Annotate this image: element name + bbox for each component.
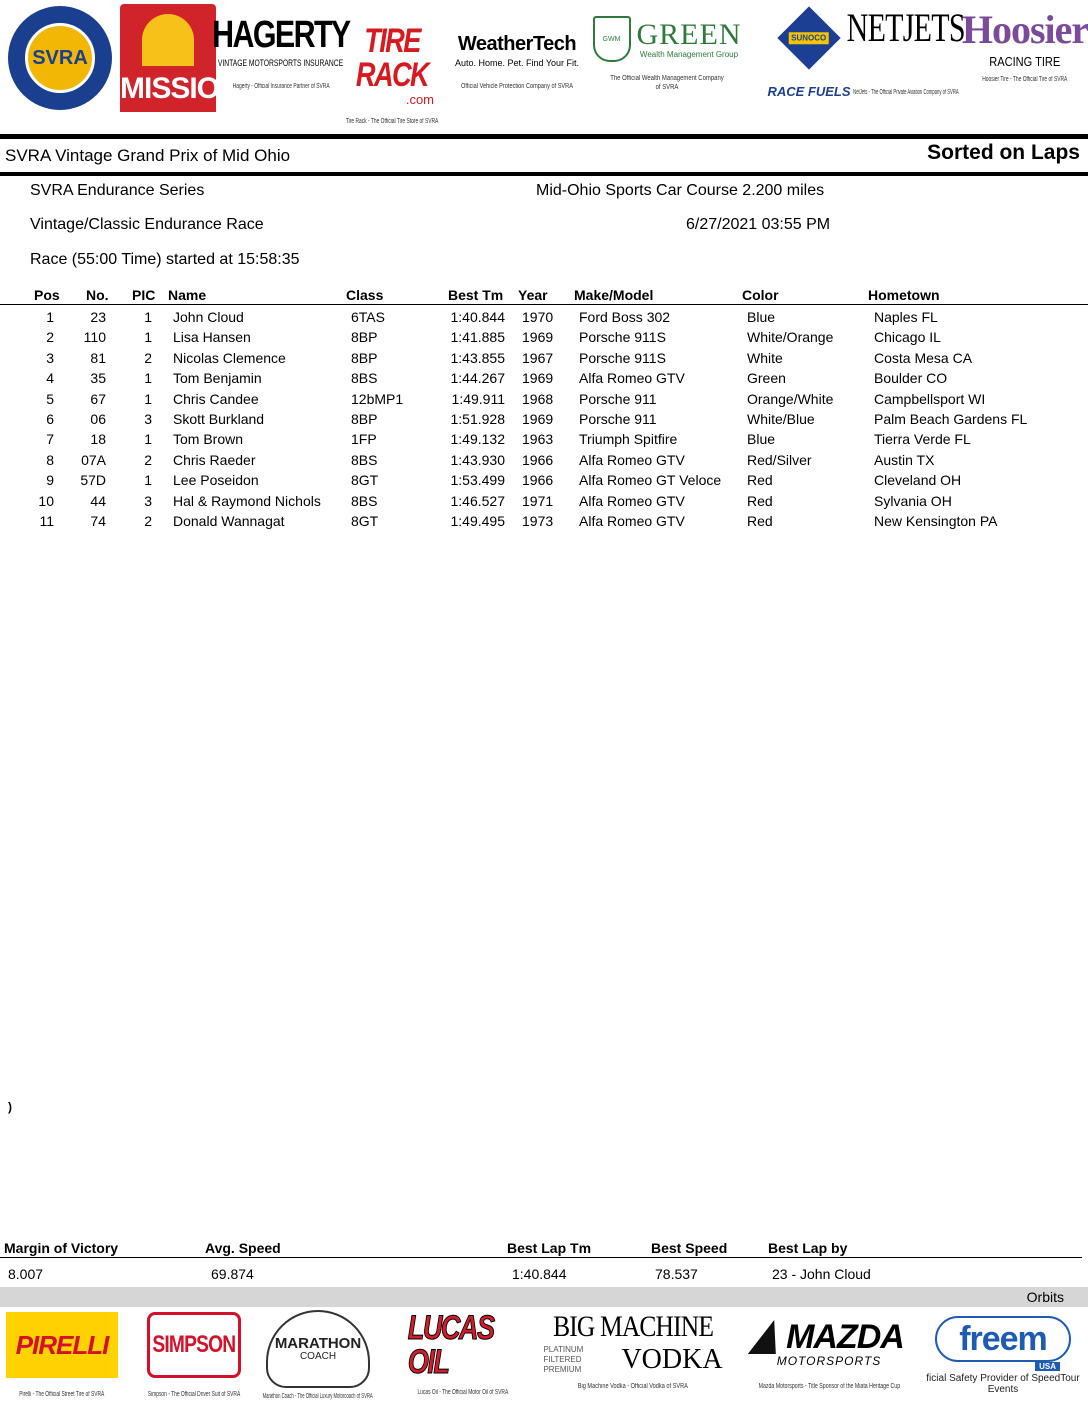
cell-make: Alfa Romeo GTV [579,370,685,387]
pirelli-logo-text: PIRELLI [15,1330,109,1360]
cell-make: Porsche 911 [579,410,657,427]
cell-pos: 6 [46,410,54,427]
cell-color: Red [747,492,773,509]
cell-hometown: Chicago IL [874,329,941,346]
cell-class: 8GT [351,512,379,529]
col-name: Name [168,287,207,303]
mission-badge-icon [120,4,240,112]
summary-label-best-speed: Best Speed [651,1240,728,1256]
pirelli-logo [4,1310,120,1408]
summary-rule [0,1257,1082,1258]
weathertech-logo-text: WeatherTech [457,33,577,55]
netjets-caption: NetJets - The Official Private Aviation Company of SVRA [853,89,959,96]
green-shield-icon [593,16,631,62]
green-wealth-logo [592,4,742,116]
footer-gray-bar [0,1287,1088,1307]
summary-value-best-lap-by: 23 - John Cloud [772,1266,871,1282]
cell-best: 1:41.885 [450,329,505,346]
cell-make: Alfa Romeo GT Veloce [579,472,722,489]
sunoco-logo-text: SUNOCO [789,32,829,44]
cell-class: 8BP [351,349,378,366]
table-row [0,471,1088,491]
hoosier-logo-text: Hoosier [961,7,1088,52]
cell-year: 1969 [522,410,554,427]
table-row [0,410,1088,430]
freem-logo-text: freem [959,1320,1047,1358]
header-top-rule [0,134,1088,139]
col-best-time: Best Tm [448,287,504,303]
marathon-logo-text: MARATHON [274,1335,362,1352]
cell-best: 1:43.855 [450,349,505,366]
cell-best: 1:53.499 [450,472,505,489]
simpson-logo [140,1310,248,1408]
cell-name: Chris Raeder [173,451,256,468]
cell-color: White/Orange [747,329,834,346]
cell-hometown: Costa Mesa CA [874,349,973,366]
cell-hometown: Boulder CO [874,370,948,387]
hagerty-caption: Hagerty - Official Insurance Partner of SVRA [232,83,330,90]
vodka-logo-text: VODKA [621,1344,723,1375]
table-row [0,492,1088,512]
cell-pos: 9 [46,472,54,489]
marathon-caption: Marathon Coach - The Official Luxury Motorcoach of SVRA [262,1393,374,1400]
mazda-stripe-icon [748,1320,788,1354]
hagerty-logo-text: HAGERTY [212,14,350,56]
cell-make: Alfa Romeo GTV [579,451,685,468]
table-row [0,308,1088,328]
svra-logo-text: SVRA [32,46,88,69]
table-row [0,390,1088,410]
cell-no: 57D [80,472,106,489]
cell-pic: 1 [144,472,152,489]
cell-name: Hal & Raymond Nichols [173,492,321,509]
hagerty-logo [212,4,350,116]
tire-rack-caption: Tire Rack - The Official Tire Store of SVRA [345,118,439,125]
big-machine-vodka-logo [544,1310,722,1408]
hagerty-tagline: VINTAGE MOTORSPORTS INSURANCE [218,58,344,68]
green-badge-text: GWM [602,35,621,43]
hoosier-logo [961,4,1088,116]
cell-year: 1963 [522,431,554,448]
col-color: Color [742,287,779,303]
col-year: Year [518,287,548,303]
header-bottom-rule [0,172,1088,176]
cell-pos: 10 [38,492,54,509]
freem-usa-badge: USA [1035,1362,1060,1371]
cell-no: 06 [90,410,106,427]
results-table-body [0,308,1088,532]
summary-label-margin: Margin of Victory [4,1240,119,1256]
cell-hometown: Sylvania OH [874,492,952,509]
col-pos: Pos [34,287,60,303]
cell-color: White [747,349,783,366]
mission-logo-text: MISSION [120,72,240,105]
summary-value-best-lap-tm: 1:40.844 [512,1266,567,1282]
green-caption: The Official Wealth Management Company of SVRA [610,75,724,91]
table-row [0,430,1088,450]
weathertech-caption: Official Vehicle Protection Company of SVRA [461,83,573,90]
cell-no: 67 [90,390,106,407]
cell-color: Orange/White [747,390,834,407]
cell-pic: 1 [144,431,152,448]
cell-name: Donald Wannagat [173,512,285,529]
cell-year: 1968 [522,390,554,407]
cell-best: 1:49.495 [450,512,505,529]
cell-pic: 1 [144,329,152,346]
cell-class: 8BP [351,410,378,427]
cell-hometown: Palm Beach Gardens FL [874,410,1028,427]
cell-pic: 3 [144,410,152,427]
freem-caption-line2: Events [987,1384,1019,1395]
cell-color: Blue [747,431,776,448]
cell-no: 18 [90,431,106,448]
cell-best: 1:46.527 [450,492,505,509]
freem-badge-icon [935,1316,1071,1362]
cell-no: 81 [90,349,106,366]
cell-class: 8BS [351,370,378,387]
summary-value-best-speed: 78.537 [655,1266,698,1282]
cell-best: 1:51.928 [450,410,505,427]
cell-pos: 4 [46,370,54,387]
pirelli-caption: Pirelli - The Official Street Tire of SVRA [19,1391,105,1398]
cell-color: Blue [747,309,776,325]
summary-label-avg-speed: Avg. Speed [205,1240,281,1256]
cell-no: 07A [81,451,106,468]
cell-hometown: Tierra Verde FL [874,431,971,448]
cell-best: 1:43.930 [450,451,505,468]
summary-value-margin: 8.007 [8,1266,44,1282]
cell-name: Tom Brown [173,431,244,448]
green-logo-text: GREEN [636,17,742,51]
cell-best: 1:40.844 [450,309,505,325]
cell-no: 23 [90,309,106,325]
cell-name: Nicolas Clemence [173,349,286,366]
cell-hometown: Austin TX [874,451,935,468]
cell-pos: 2 [46,329,54,346]
cell-name: Skott Burkland [173,410,265,427]
cell-year: 1970 [522,309,554,325]
col-hometown: Hometown [868,287,940,303]
big-machine-tagline: PLATINUM FILTERED PREMIUM [543,1345,584,1374]
cell-class: 1FP [351,431,377,448]
cell-color: White/Blue [747,410,815,427]
hoosier-tagline: RACING TIRE [989,54,1061,69]
cell-pic: 2 [144,512,152,529]
cell-hometown: Campbellsport WI [874,390,986,407]
cell-color: Red [747,472,773,489]
netjets-logo [846,4,966,116]
cell-year: 1966 [522,451,554,468]
simpson-badge-icon [147,1312,241,1378]
cell-make: Alfa Romeo GTV [579,492,685,509]
summary-value-avg-speed: 69.874 [211,1266,254,1282]
cell-year: 1966 [522,472,554,489]
col-class: Class [346,287,384,303]
cell-best: 1:44.267 [450,370,505,387]
hoosier-caption: Hoosier Tire - The Official Tire of SVRA [982,76,1068,83]
table-row [0,349,1088,369]
cell-pic: 1 [144,309,152,325]
tire-rack-logo [340,4,444,125]
race-start: Race (55:00 Time) started at 15:58:35 [30,251,300,268]
event-title: SVRA Vintage Grand Prix of Mid Ohio [5,146,291,165]
mission-logo [120,4,240,116]
cell-name: John Cloud [173,309,244,325]
cell-class: 12bMP1 [351,390,404,407]
cell-year: 1969 [522,329,554,346]
cell-class: 6TAS [351,309,385,325]
cell-year: 1969 [522,370,554,387]
weathertech-tagline: Auto. Home. Pet. Find Your Fit. [454,58,580,68]
mazda-logo-text: MAZDA [786,1318,904,1356]
cell-best: 1:49.132 [450,431,505,448]
results-table-header [0,287,1088,305]
stray-mark: ) [8,1100,12,1114]
cell-hometown: Naples FL [874,309,938,325]
freem-caption: ficial Safety Provider of SpeedTour [926,1373,1080,1384]
cell-make: Porsche 911 [579,390,657,407]
col-no: No. [86,287,109,303]
netjets-logo-text: NETJETS [846,5,966,50]
cell-color: Red/Silver [747,451,812,468]
pirelli-badge-icon [6,1312,118,1378]
cell-no: 110 [83,329,106,346]
cell-year: 1971 [522,492,554,509]
cell-pos: 1 [46,309,54,325]
table-row [0,328,1088,348]
cell-hometown: Cleveland OH [874,472,962,489]
cell-pic: 1 [144,390,152,407]
green-tagline: Wealth Management Group [639,49,739,59]
sunoco-logo [767,4,851,116]
sort-label: Sorted on Laps [927,141,1080,164]
cell-pos: 3 [46,349,54,366]
cell-make: Alfa Romeo GTV [579,512,685,529]
cell-pic: 2 [144,451,152,468]
freem-logo [922,1310,1084,1408]
cell-name: Lee Poseidon [173,472,259,489]
cell-best: 1:49.911 [451,390,505,407]
cell-class: 8GT [351,472,379,489]
sunoco-tagline: RACE FUELS [767,84,851,99]
svra-seal-icon [8,6,112,110]
cell-make: Porsche 911S [579,349,666,366]
cell-name: Lisa Hansen [173,329,251,346]
table-row [0,512,1088,532]
cell-pic: 3 [144,492,152,509]
big-machine-caption: Big Machine Vodka - Official Vodka of SVRA [577,1383,689,1390]
cell-name: Tom Benjamin [173,370,262,387]
race-datetime: 6/27/2021 03:55 PM [686,216,831,233]
cell-pos: 11 [39,512,54,529]
sponsor-logo-row-top [0,0,1088,125]
col-pic: PIC [132,287,156,303]
svra-logo [6,4,114,116]
cell-year: 1973 [522,512,554,529]
cell-year: 1967 [522,349,554,366]
marathon-coach-logo [256,1310,380,1408]
race-name: Vintage/Classic Endurance Race [30,216,264,233]
simpson-caption: Simpson - The Official Driver Suit of SVRA [147,1391,241,1398]
tire-rack-logo-text: TIRE RACK [355,22,429,94]
table-row [0,369,1088,389]
mazda-tagline: MOTORSPORTS [776,1354,882,1368]
cell-class: 8BP [351,329,378,346]
summary-label-best-lap-by: Best Lap by [768,1240,848,1256]
cell-name: Chris Candee [173,390,259,407]
summary-label-best-lap-tm: Best Lap Tm [507,1240,592,1256]
col-make-model: Make/Model [574,287,654,303]
cell-no: 35 [90,370,106,387]
cell-make: Triumph Spitfire [579,431,678,448]
weathertech-logo [452,4,582,116]
table-row [0,451,1088,471]
lucas-oil-logo-text: LUCAS OIL [407,1309,494,1381]
cell-pic: 1 [144,370,152,387]
mazda-logo [746,1310,912,1408]
simpson-logo-text: SIMPSON [152,1331,236,1358]
cell-no: 74 [90,512,106,529]
cell-hometown: New Kensington PA [874,512,998,529]
cell-class: 8BS [351,492,378,509]
track-name: Mid-Ohio Sports Car Course 2.200 miles [536,182,825,199]
lucas-oil-logo [392,1310,534,1408]
cell-pos: 7 [46,431,54,448]
cell-make: Ford Boss 302 [579,309,671,325]
cell-pos: 5 [46,390,54,407]
marathon-badge-icon [266,1310,370,1388]
cell-no: 44 [90,492,106,509]
cell-color: Red [747,512,773,529]
cell-pos: 8 [46,451,54,468]
marathon-coach-text: COACH [299,1351,337,1362]
tire-rack-dotcom: .com [405,92,434,107]
cell-color: Green [747,370,786,387]
orbits-brand: Orbits [1026,1289,1064,1305]
series-name: SVRA Endurance Series [30,182,205,199]
big-machine-logo-text: BIG MACHINE [553,1310,713,1343]
cell-pic: 2 [144,349,152,366]
lucas-oil-badge-icon [394,1309,532,1381]
cell-class: 8BS [351,451,378,468]
mazda-caption: Mazda Motorsports - Title Sponsor of the Miata Heritage Cup [758,1383,900,1390]
sunoco-diamond-icon [777,6,840,69]
lucas-oil-caption: Lucas Oil - The Official Motor Oil of SVRA [417,1389,509,1396]
cell-make: Porsche 911S [579,329,666,346]
